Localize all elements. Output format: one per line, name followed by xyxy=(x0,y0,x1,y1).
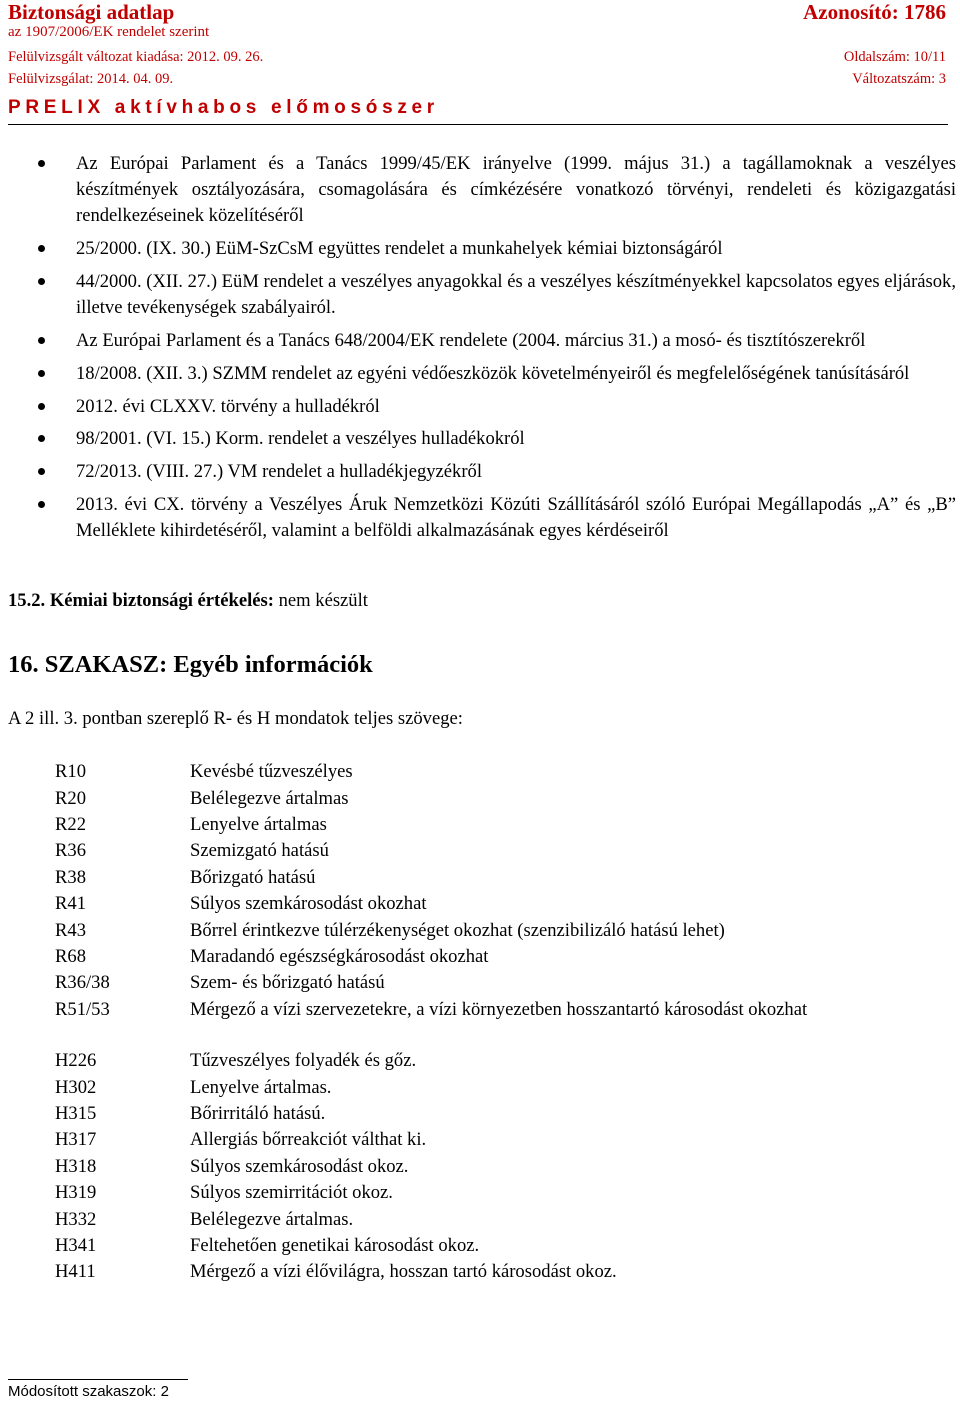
r-phrase-code: R43 xyxy=(55,919,86,941)
r-phrase-text: Súlyos szemkárosodást okozhat xyxy=(190,893,427,915)
legislation-item: 44/2000. (XII. 27.) EüM rendelet a veszélyes anyagokkal és a veszélyes készítményekkel kapcsolatos egyes eljárások, illetve tevékenységek szabályairól. xyxy=(36,269,956,321)
legislation-item: 2013. évi CX. törvény a Veszélyes Áruk Nemzetközi Közúti Szállításáról szóló Európai Megállapodás „A” és „B” Melléklete kihirdetéséről, valamint a belföldi alkalmazásának egyes kérdéseiről xyxy=(36,492,956,544)
r-phrase-code: R51/53 xyxy=(55,998,110,1020)
r-phrase-text: Mérgező a vízi szervezetekre, a vízi környezetben hosszantartó károsodást okozhat xyxy=(190,998,808,1020)
h-phrase-code: H341 xyxy=(55,1234,97,1256)
r-phrase-code: R36/38 xyxy=(55,972,110,994)
h-phrase-row xyxy=(55,1180,955,1206)
header-divider xyxy=(8,124,948,125)
h-phrase-text: Súlyos szemirritációt okoz. xyxy=(190,1182,393,1204)
r-phrase-row xyxy=(55,812,955,838)
chemical-safety-assessment xyxy=(8,590,368,612)
h-phrase-code: H315 xyxy=(55,1102,97,1124)
document-identifier: Azonosító: 1786 xyxy=(803,0,946,24)
h-phrase-text: Tűzveszélyes folyadék és gőz. xyxy=(190,1050,417,1072)
r-phrase-code: R38 xyxy=(55,866,86,888)
r-phrase-text: Maradandó egészségkárosodást okozhat xyxy=(190,945,489,967)
section-15-2-value: nem készült xyxy=(278,590,368,611)
h-phrase-text: Allergiás bőrreakciót válthat ki. xyxy=(190,1129,427,1151)
h-phrase-row xyxy=(55,1074,955,1100)
h-phrase-row xyxy=(55,1233,955,1259)
h-phrase-code: H332 xyxy=(55,1208,97,1230)
legislation-item: Az Európai Parlament és a Tanács 648/2004/EK rendelete (2004. március 31.) a mosó- és tisztítószerekről xyxy=(36,328,956,354)
r-phrase-row xyxy=(55,838,955,864)
h-phrase-code: H317 xyxy=(55,1129,97,1151)
h-phrase-row xyxy=(55,1048,955,1074)
r-phrase-code: R22 xyxy=(55,813,86,835)
r-phrase-row xyxy=(55,970,955,996)
page-number: Oldalszám: 10/11 xyxy=(843,49,946,65)
regulation-text: az 1907/2006/EK rendelet szerint xyxy=(8,24,210,40)
footer-divider xyxy=(8,1379,188,1380)
h-phrase-row xyxy=(55,1127,955,1153)
legislation-list xyxy=(36,151,956,551)
section-16-heading: 16. SZAKASZ: Egyéb információk xyxy=(8,651,373,678)
h-phrase-text: Feltehetően genetikai károsodást okoz. xyxy=(190,1234,480,1256)
h-phrase-code: H226 xyxy=(55,1050,97,1072)
header-title-row xyxy=(8,0,946,25)
review-date: Felülvizsgálat: 2014. 04. 09. xyxy=(8,71,174,87)
r-phrase-row xyxy=(55,759,955,785)
product-name: PRELIX aktívhabos előmosószer xyxy=(8,97,439,118)
r-phrase-text: Belélegezve ártalmas xyxy=(190,787,349,809)
h-phrase-code: H319 xyxy=(55,1182,97,1204)
h-phrase-text: Súlyos szemkárosodást okoz. xyxy=(190,1155,409,1177)
version-number: Változatszám: 3 xyxy=(852,71,946,87)
legislation-item: 72/2013. (VIII. 27.) VM rendelet a hulladékjegyzékről xyxy=(36,459,956,485)
h-phrase-text: Bőrirritáló hatású. xyxy=(190,1102,326,1124)
legislation-item: Az Európai Parlament és a Tanács 1999/45/EK irányelve (1999. május 31.) a tagállamoknak a veszélyes készítmények osztályozására, csomagolására és címkézésére vonatkozó törvényi, rendeleti és közigazgatási rendelkezéseinek közelítéséről xyxy=(36,151,956,230)
r-phrase-text: Bőrizgató hatású xyxy=(190,866,316,888)
revised-issue-date: Felülvizsgált változat kiadása: 2012. 09. 26. xyxy=(8,49,264,65)
legislation-item: 18/2008. (XII. 3.) SZMM rendelet az egyéni védőeszközök követelményeiről és megfelelőségének tanúsításáról xyxy=(36,361,956,387)
r-phrase-text: Bőrrel érintkezve túlérzékenységet okozhat (szenzibilizáló hatású lehet) xyxy=(190,919,725,941)
r-phrase-text: Szemizgató hatású xyxy=(190,840,329,862)
legislation-item: 2012. évi CLXXV. törvény a hulladékról xyxy=(36,394,956,420)
document-title: Biztonsági adatlap xyxy=(8,0,175,24)
h-phrase-code: H302 xyxy=(55,1076,97,1098)
h-phrase-row xyxy=(55,1259,955,1285)
h-phrase-code: H411 xyxy=(55,1261,96,1283)
r-phrase-text: Kevésbé tűzveszélyes xyxy=(190,761,353,783)
r-phrase-text: Szem- és bőrizgató hatású xyxy=(190,972,385,994)
r-phrase-code: R36 xyxy=(55,840,86,862)
section-15-2-label: 15.2. Kémiai biztonsági értékelés: xyxy=(8,590,274,611)
r-phrase-code: R68 xyxy=(55,945,86,967)
h-phrase-code: H318 xyxy=(55,1155,97,1177)
legislation-item: 98/2001. (VI. 15.) Korm. rendelet a veszélyes hulladékokról xyxy=(36,426,956,452)
h-phrase-text: Lenyelve ártalmas. xyxy=(190,1076,332,1098)
h-phrase-row xyxy=(55,1101,955,1127)
h-phrase-text: Belélegezve ártalmas. xyxy=(190,1208,354,1230)
r-phrase-code: R10 xyxy=(55,761,86,783)
h-phrase-list xyxy=(55,1048,955,1286)
r-phrase-row xyxy=(55,997,955,1023)
r-phrase-text: Lenyelve ártalmas xyxy=(190,813,327,835)
legislation-item: 25/2000. (IX. 30.) EüM-SzCsM együttes rendelet a munkahelyek kémiai biztonságáról xyxy=(36,236,956,262)
modified-sections: Módosított szakaszok: 2 xyxy=(8,1383,169,1400)
r-phrase-row xyxy=(55,891,955,917)
header-review-row xyxy=(8,71,946,88)
r-phrase-row xyxy=(55,944,955,970)
h-phrase-row xyxy=(55,1206,955,1232)
r-phrase-row xyxy=(55,917,955,943)
r-phrase-code: R41 xyxy=(55,893,86,915)
h-phrase-text: Mérgező a vízi élővilágra, hosszan tartó károsodást okoz. xyxy=(190,1261,617,1283)
h-phrase-row xyxy=(55,1154,955,1180)
header-regulation-row xyxy=(8,24,946,41)
r-phrase-code: R20 xyxy=(55,787,86,809)
phrases-intro: A 2 ill. 3. pontban szereplő R- és H mondatok teljes szövege: xyxy=(8,708,463,729)
header-issue-row xyxy=(8,49,946,66)
r-phrase-list xyxy=(55,759,955,1023)
r-phrase-row xyxy=(55,785,955,811)
r-phrase-row xyxy=(55,865,955,891)
